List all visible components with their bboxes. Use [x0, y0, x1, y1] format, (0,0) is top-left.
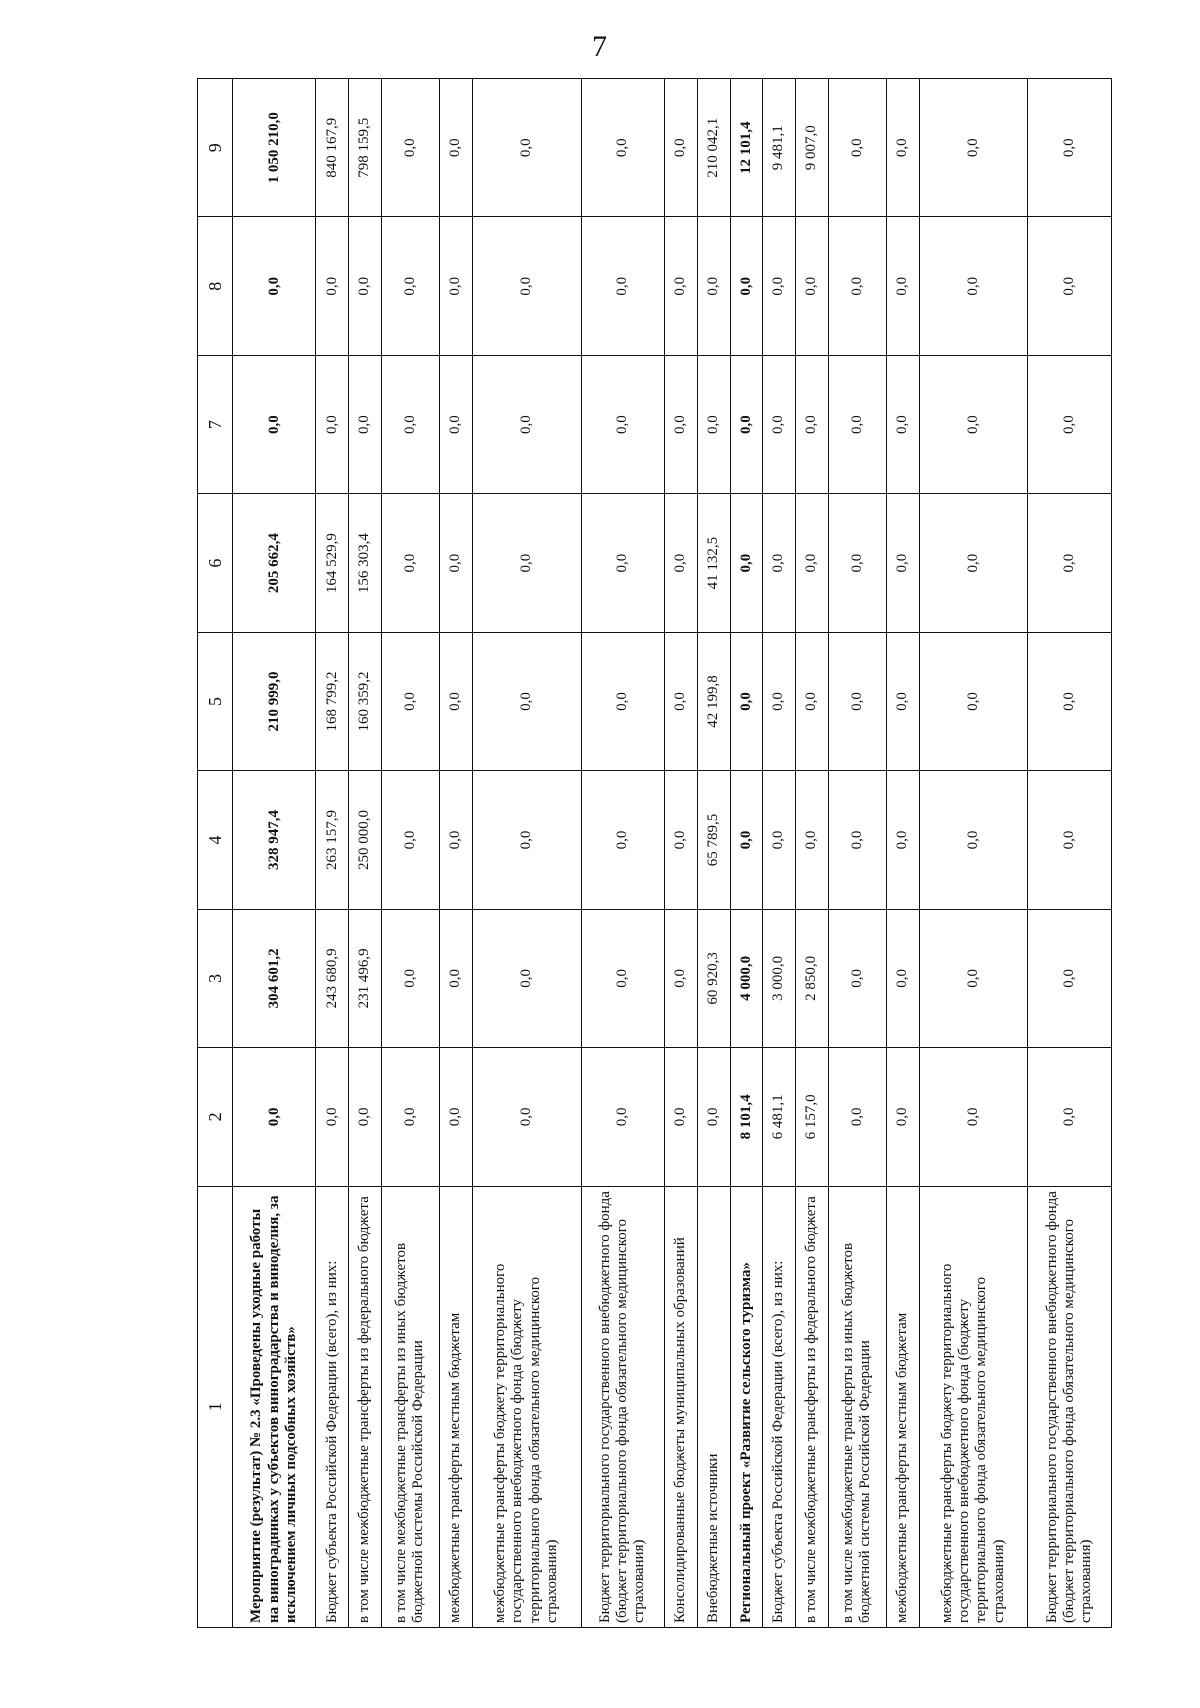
table-cell: 0,0 — [697, 1048, 730, 1186]
table-cell: 0,0 — [665, 1048, 698, 1186]
table-cell: 0,0 — [381, 1048, 439, 1186]
table-cell: 0,0 — [828, 494, 886, 632]
table-cell: 0,0 — [665, 909, 698, 1047]
table-cell: 0,0 — [763, 355, 796, 493]
table-cell: 0,0 — [886, 632, 919, 770]
table-cell: 0,0 — [581, 1048, 664, 1186]
table-cell: 0,0 — [472, 632, 581, 770]
table-cell: 0,0 — [919, 217, 1028, 355]
table-cell: 0,0 — [828, 632, 886, 770]
table-cell: 0,0 — [886, 494, 919, 632]
table-cell: 798 159,5 — [349, 79, 382, 217]
table-cell: 164 529,9 — [316, 494, 349, 632]
table-cell: 0,0 — [581, 79, 664, 217]
table-cell: 0,0 — [581, 909, 664, 1047]
table-cell: 65 789,5 — [697, 771, 730, 909]
table-cell: 0,0 — [1028, 79, 1112, 217]
table-cell: 0,0 — [349, 355, 382, 493]
table-row — [919, 79, 1028, 1628]
table-cell: 210 042,1 — [697, 79, 730, 217]
table-cell: 210 999,0 — [233, 632, 316, 770]
table-cell: 0,0 — [730, 771, 763, 909]
table-header-row — [198, 79, 233, 1628]
table-cell: 0,0 — [381, 494, 439, 632]
table-cell: 0,0 — [381, 771, 439, 909]
table-cell: 0,0 — [886, 79, 919, 217]
table-cell: 0,0 — [665, 632, 698, 770]
table-cell: 0,0 — [1028, 632, 1112, 770]
table-cell: 0,0 — [795, 771, 828, 909]
table-cell: 0,0 — [316, 1048, 349, 1186]
table-row — [886, 79, 919, 1628]
table-cell: 0,0 — [472, 494, 581, 632]
table-cell: 0,0 — [440, 355, 473, 493]
table-cell: 250 000,0 — [349, 771, 382, 909]
table-row — [1028, 79, 1112, 1628]
table-cell: 0,0 — [795, 632, 828, 770]
table-cell: 0,0 — [440, 632, 473, 770]
table-cell: 0,0 — [665, 494, 698, 632]
table-cell: 263 157,9 — [316, 771, 349, 909]
table-cell: 0,0 — [795, 355, 828, 493]
table-cell: 156 303,4 — [349, 494, 382, 632]
table-cell: 0,0 — [1028, 355, 1112, 493]
rotated-table-container — [197, 78, 1112, 1628]
table-cell: 0,0 — [381, 355, 439, 493]
budget-table — [197, 78, 1112, 1628]
table-cell: 0,0 — [381, 79, 439, 217]
table-cell: 2 850,0 — [795, 909, 828, 1047]
row-label: Бюджет территориального государственного внебюджетного фонда (бюджет территориального фонда обязательного медицинского страхования) — [581, 1186, 664, 1627]
table-row — [316, 79, 349, 1628]
table-cell: 0,0 — [919, 632, 1028, 770]
table-cell: 0,0 — [1028, 217, 1112, 355]
row-label: межбюджетные трансферты местным бюджетам — [886, 1186, 919, 1627]
table-cell: 0,0 — [440, 217, 473, 355]
table-cell: 0,0 — [730, 217, 763, 355]
table-cell: 328 947,4 — [233, 771, 316, 909]
table-row — [581, 79, 664, 1628]
row-label: в том числе межбюджетные трансферты из иных бюджетов бюджетной системы Российской Федерации — [381, 1186, 439, 1627]
table-cell: 0,0 — [919, 771, 1028, 909]
table-cell: 0,0 — [381, 217, 439, 355]
table-cell: 0,0 — [828, 1048, 886, 1186]
table-cell: 6 157,0 — [795, 1048, 828, 1186]
table-cell: 0,0 — [472, 217, 581, 355]
table-cell: 0,0 — [1028, 909, 1112, 1047]
table-row — [730, 79, 763, 1628]
table-cell: 0,0 — [349, 1048, 382, 1186]
table-cell: 4 000,0 — [730, 909, 763, 1047]
table-cell: 243 680,9 — [316, 909, 349, 1047]
table-row — [763, 79, 796, 1628]
row-label: межбюджетные трансферты бюджету территориального государственного внебюджетного фонда (бюджету территориального фонда обязательного медицинского страхования) — [919, 1186, 1028, 1627]
row-label: межбюджетные трансферты местным бюджетам — [440, 1186, 473, 1627]
table-cell: 0,0 — [828, 217, 886, 355]
table-cell: 0,0 — [440, 494, 473, 632]
table-cell: 168 799,2 — [316, 632, 349, 770]
row-label: Региональный проект «Развитие сельского туризма» — [730, 1186, 763, 1627]
table-cell: 0,0 — [795, 494, 828, 632]
row-label: Внебюджетные источники — [697, 1186, 730, 1627]
column-header-8: 8 — [198, 217, 233, 355]
table-cell: 0,0 — [1028, 771, 1112, 909]
table-body — [233, 79, 1112, 1628]
table-row — [349, 79, 382, 1628]
table-cell: 0,0 — [730, 355, 763, 493]
column-header-2: 2 — [198, 1048, 233, 1186]
table-cell: 0,0 — [919, 79, 1028, 217]
table-row — [665, 79, 698, 1628]
table-cell: 0,0 — [472, 79, 581, 217]
table-cell: 8 101,4 — [730, 1048, 763, 1186]
table-cell: 0,0 — [763, 494, 796, 632]
table-cell: 1 050 210,0 — [233, 79, 316, 217]
row-label: в том числе межбюджетные трансферты из иных бюджетов бюджетной системы Российской Федерации — [828, 1186, 886, 1627]
table-cell: 0,0 — [581, 355, 664, 493]
row-label: межбюджетные трансферты бюджету территориального государственного внебюджетного фонда (бюджету территориального фонда обязательного медицинского страхования) — [472, 1186, 581, 1627]
table-cell: 0,0 — [665, 771, 698, 909]
column-header-5: 5 — [198, 632, 233, 770]
table-cell: 0,0 — [697, 355, 730, 493]
table-cell: 0,0 — [828, 909, 886, 1047]
table-cell: 0,0 — [919, 355, 1028, 493]
table-cell: 0,0 — [665, 79, 698, 217]
table-cell: 0,0 — [472, 355, 581, 493]
table-row — [472, 79, 581, 1628]
row-label: в том числе межбюджетные трансферты из федерального бюджета — [795, 1186, 828, 1627]
table-cell: 205 662,4 — [233, 494, 316, 632]
table-row — [828, 79, 886, 1628]
table-cell: 9 007,0 — [795, 79, 828, 217]
table-cell: 231 496,9 — [349, 909, 382, 1047]
table-cell: 0,0 — [763, 217, 796, 355]
table-cell: 0,0 — [440, 79, 473, 217]
table-row — [233, 79, 316, 1628]
page-number: 7 — [592, 30, 607, 63]
table-cell: 0,0 — [795, 217, 828, 355]
table-cell: 0,0 — [233, 1048, 316, 1186]
table-cell: 0,0 — [472, 1048, 581, 1186]
table-cell: 840 167,9 — [316, 79, 349, 217]
table-cell: 160 359,2 — [349, 632, 382, 770]
table-cell: 0,0 — [886, 909, 919, 1047]
table-cell: 0,0 — [1028, 494, 1112, 632]
table-cell: 41 132,5 — [697, 494, 730, 632]
column-header-9: 9 — [198, 79, 233, 217]
table-cell: 0,0 — [381, 632, 439, 770]
table-cell: 0,0 — [381, 909, 439, 1047]
table-cell: 0,0 — [828, 355, 886, 493]
table-cell: 60 920,3 — [697, 909, 730, 1047]
row-label: Мероприятие (результат) № 2.3 «Проведены уходные работы на виноградниках у субъектов виноградарства и виноделия, за исключением личных подсобных хозяйств» — [233, 1186, 316, 1627]
table-cell: 0,0 — [919, 909, 1028, 1047]
table-cell: 0,0 — [1028, 1048, 1112, 1186]
table-cell: 3 000,0 — [763, 909, 796, 1047]
table-cell: 0,0 — [316, 355, 349, 493]
table-cell: 0,0 — [886, 217, 919, 355]
table-cell: 0,0 — [581, 771, 664, 909]
table-cell: 42 199,8 — [697, 632, 730, 770]
table-cell: 0,0 — [440, 771, 473, 909]
table-cell: 0,0 — [581, 217, 664, 355]
column-header-6: 6 — [198, 494, 233, 632]
column-header-7: 7 — [198, 355, 233, 493]
table-cell: 0,0 — [665, 355, 698, 493]
row-label: Бюджет территориального государственного внебюджетного фонда (бюджет территориального фонда обязательного медицинского страхования) — [1028, 1186, 1112, 1627]
table-cell: 0,0 — [233, 217, 316, 355]
table-cell: 0,0 — [440, 1048, 473, 1186]
table-row — [795, 79, 828, 1628]
table-cell: 0,0 — [886, 771, 919, 909]
table-row — [697, 79, 730, 1628]
column-header-1: 1 — [198, 1186, 233, 1627]
table-cell: 0,0 — [763, 771, 796, 909]
row-label: Бюджет субъекта Российской Федерации (всего), из них: — [763, 1186, 796, 1627]
table-cell: 0,0 — [886, 1048, 919, 1186]
table-cell: 0,0 — [472, 771, 581, 909]
table-cell: 0,0 — [233, 355, 316, 493]
table-cell: 0,0 — [472, 909, 581, 1047]
table-cell: 0,0 — [697, 217, 730, 355]
table-cell: 0,0 — [440, 909, 473, 1047]
table-cell: 12 101,4 — [730, 79, 763, 217]
row-label: Бюджет субъекта Российской Федерации (всего), из них: — [316, 1186, 349, 1627]
table-cell: 0,0 — [581, 632, 664, 770]
table-cell: 0,0 — [763, 632, 796, 770]
table-cell: 6 481,1 — [763, 1048, 796, 1186]
table-cell: 0,0 — [886, 355, 919, 493]
table-cell: 0,0 — [730, 632, 763, 770]
table-row — [381, 79, 439, 1628]
table-cell: 0,0 — [349, 217, 382, 355]
table-cell: 0,0 — [919, 1048, 1028, 1186]
table-cell: 0,0 — [919, 494, 1028, 632]
column-header-4: 4 — [198, 771, 233, 909]
table-cell: 0,0 — [828, 79, 886, 217]
table-cell: 0,0 — [730, 494, 763, 632]
column-header-3: 3 — [198, 909, 233, 1047]
table-cell: 0,0 — [665, 217, 698, 355]
row-label: в том числе межбюджетные трансферты из федерального бюджета — [349, 1186, 382, 1627]
table-cell: 0,0 — [316, 217, 349, 355]
table-row — [440, 79, 473, 1628]
table-cell: 9 481,1 — [763, 79, 796, 217]
row-label: Консолидированные бюджеты муниципальных образований — [665, 1186, 698, 1627]
table-cell: 0,0 — [828, 771, 886, 909]
table-cell: 0,0 — [581, 494, 664, 632]
table-cell: 304 601,2 — [233, 909, 316, 1047]
